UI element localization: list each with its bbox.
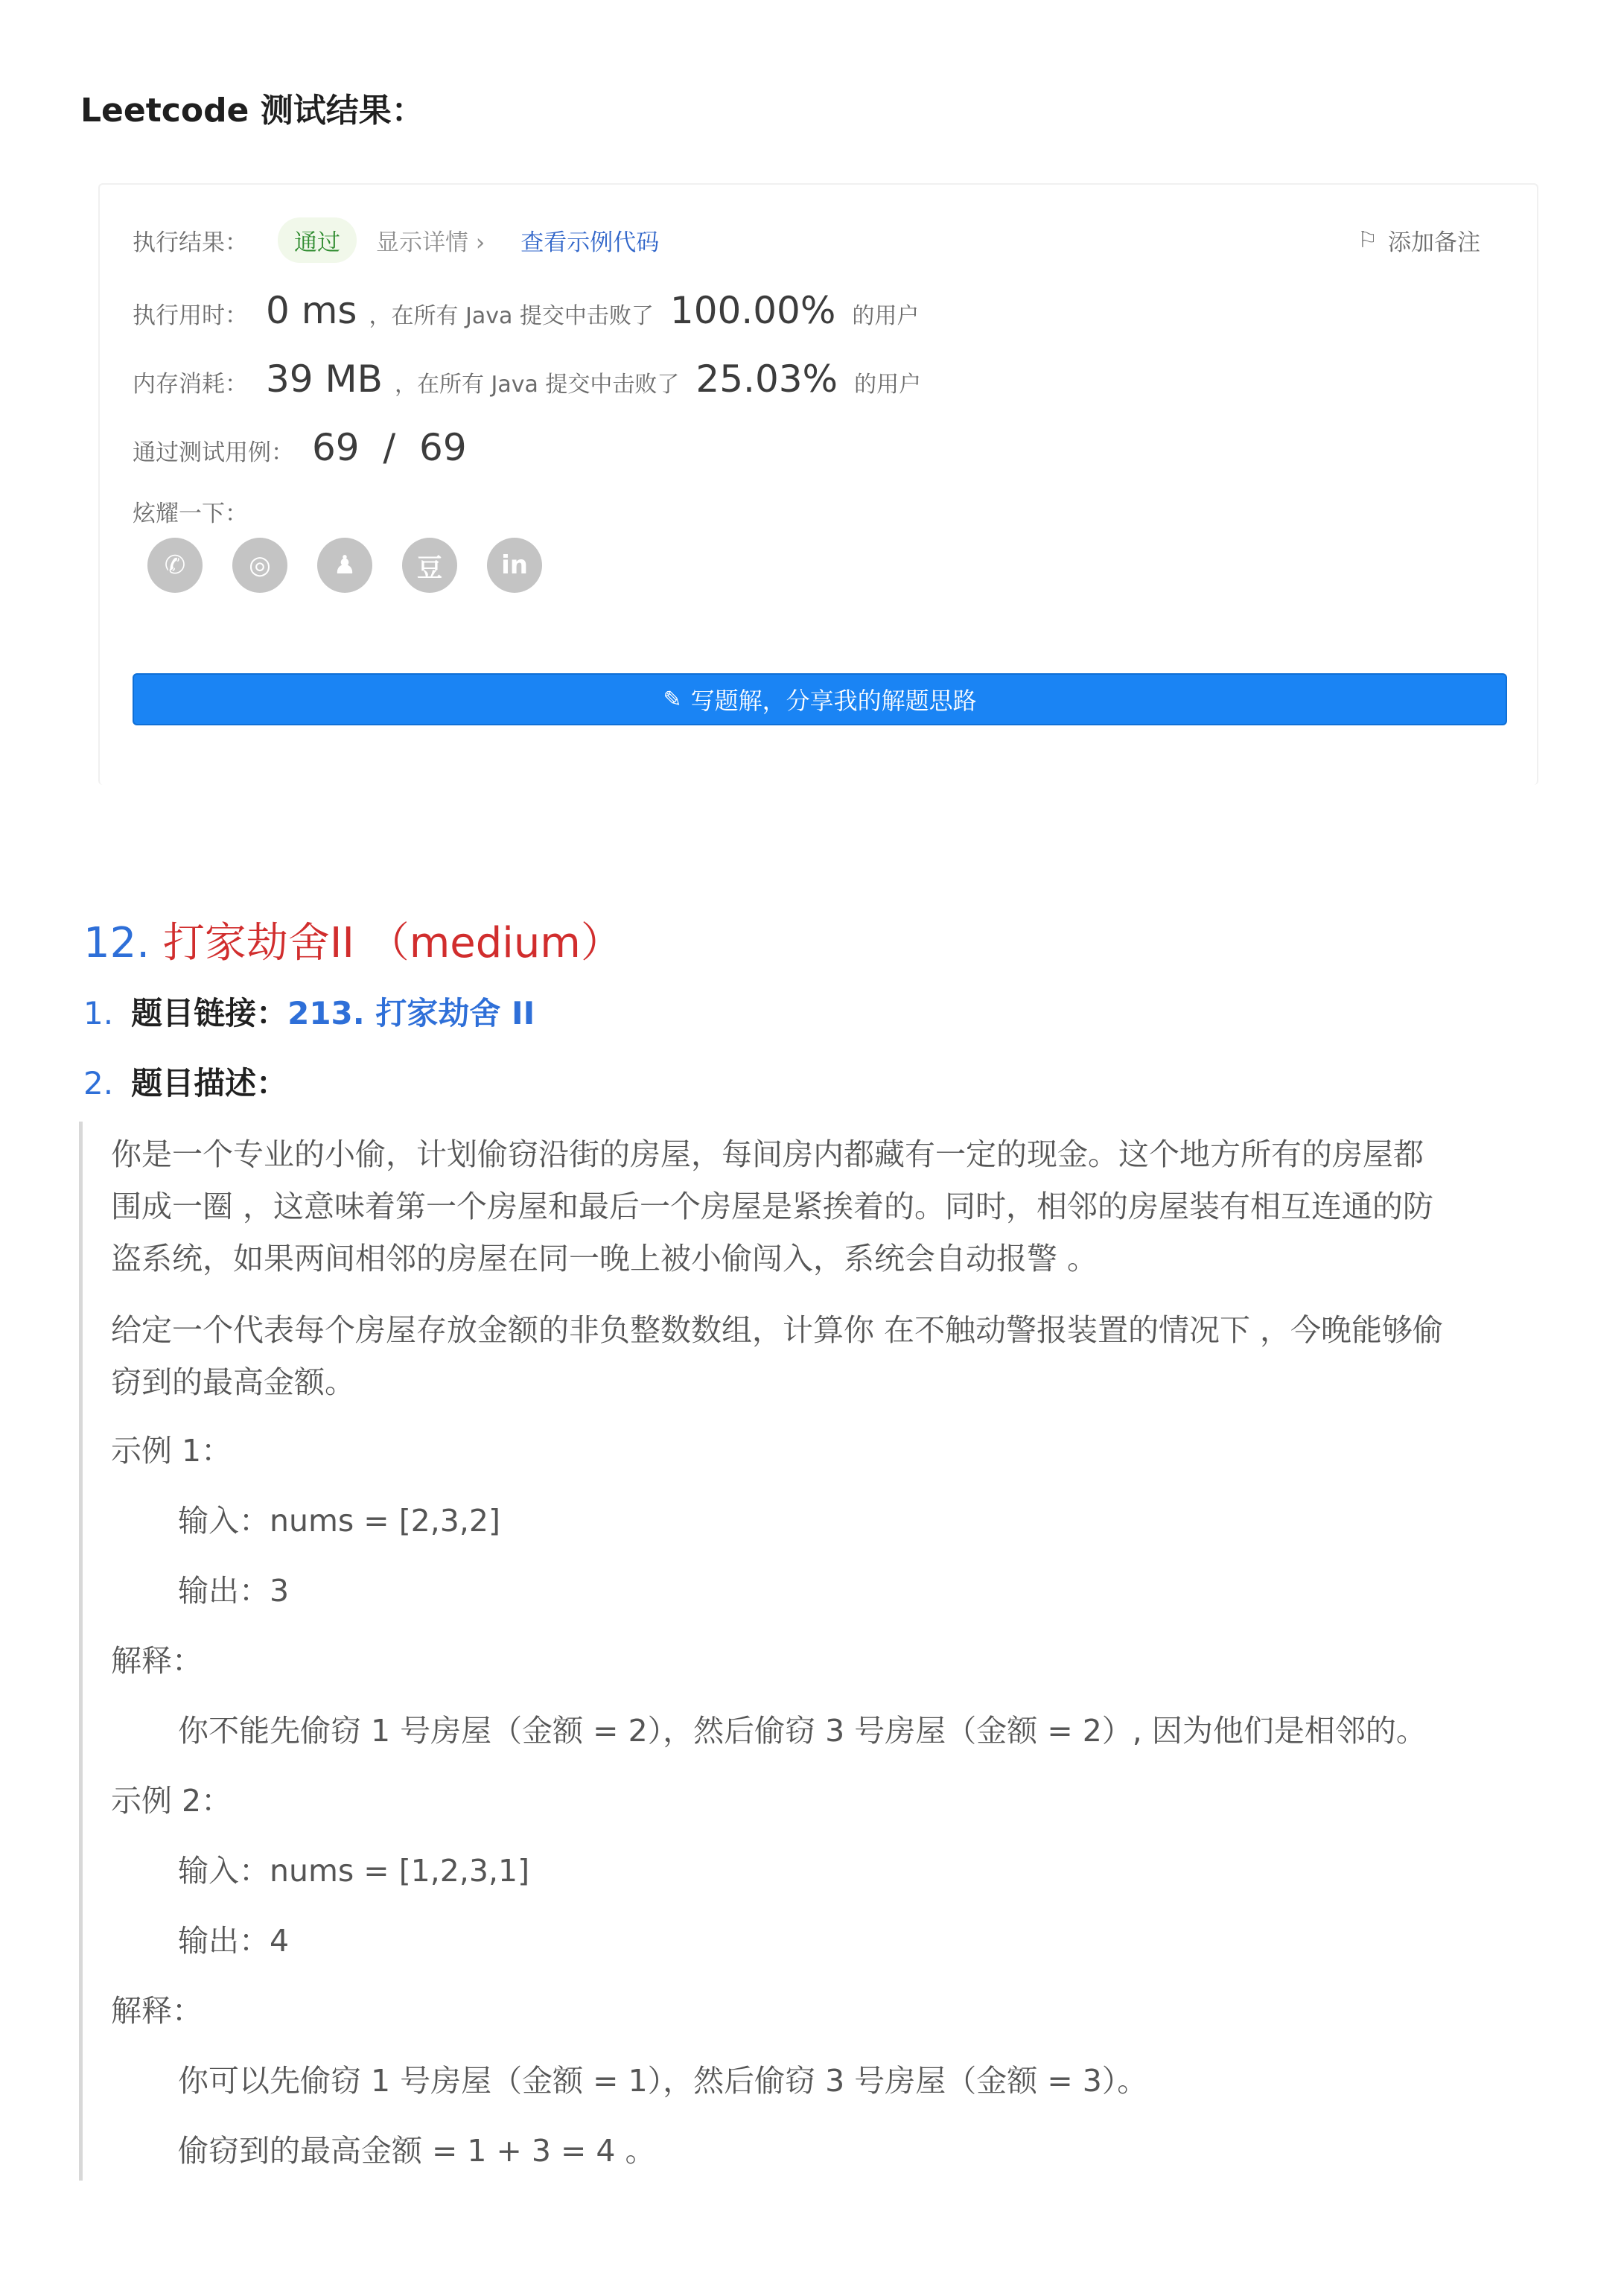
memory-value: 39 MB <box>266 357 383 401</box>
example-1-heading: 示例 1： <box>111 1433 232 1469</box>
flag-icon: ⚐ <box>1357 227 1378 253</box>
runtime-text: ，在所有 Java 提交中击败了 <box>369 303 654 329</box>
tests-row <box>133 426 467 469</box>
add-note-label: 添加备注 <box>1388 229 1480 256</box>
memory-label: 内存消耗： <box>133 371 248 398</box>
list-number: 2. <box>83 1065 114 1101</box>
description-line: 围成一圈 ，这意味着第一个房屋和最后一个房屋是紧挨着的。同时，相邻的房屋装有相互连通的防 <box>111 1189 1434 1224</box>
memory-row <box>133 357 921 401</box>
write-solution-label: 写题解，分享我的解题思路 <box>690 687 977 715</box>
sample-code-link[interactable]: 查看示例代码 <box>520 229 660 256</box>
page-title: Leetcode 测试结果： <box>80 92 424 130</box>
tests-value: 69 / 69 <box>312 426 467 469</box>
add-note-button[interactable] <box>1357 223 1480 257</box>
runtime-users: 的用户 <box>852 303 920 329</box>
runtime-row <box>133 289 919 332</box>
description-line: 你是一个专业的小偷，计划偷窃沿街的房屋，每间房内都藏有一定的现金。这个地方所有的房屋都 <box>111 1136 1424 1172</box>
wechat-icon[interactable]: ✆ <box>147 538 203 593</box>
section-title <box>83 910 622 970</box>
memory-users: 的用户 <box>854 372 922 398</box>
tests-label: 通过测试用例： <box>133 439 294 466</box>
write-solution-button[interactable] <box>133 673 1507 725</box>
section-title-text: 打家劫舍II （medium） <box>162 919 622 967</box>
douban-icon[interactable]: 豆 <box>402 538 457 593</box>
example-2-heading: 示例 2： <box>111 1783 232 1819</box>
example-2-explanation: 你可以先偷窃 1 号房屋（金额 = 1），然后偷窃 3 号房屋（金额 = 3）。 <box>178 2063 1148 2099</box>
problem-link[interactable]: 213. 打家劫舍 II <box>287 995 535 1031</box>
memory-text: ，在所有 Java 提交中击败了 <box>394 372 680 398</box>
share-label: 炫耀一下： <box>133 500 248 527</box>
list-item <box>83 989 535 1034</box>
runtime-label: 执行用时： <box>133 302 248 329</box>
result-card <box>98 183 1538 785</box>
example-2-explain-label: 解释： <box>111 1993 203 2029</box>
problem-link-label: 题目链接： <box>131 995 288 1031</box>
share-row <box>133 495 248 528</box>
share-icons <box>147 538 572 593</box>
description-line: 给定一个代表每个房屋存放金额的非负整数数组，计算你 在不触动警报装置的情况下 ，今晚能够偷 <box>111 1312 1444 1348</box>
example-1-output: 输出：3 <box>178 1573 290 1609</box>
problem-description <box>79 1122 1538 2181</box>
example-1-explain-label: 解释： <box>111 1643 203 1679</box>
linkedin-icon[interactable]: in <box>487 538 542 593</box>
description-line: 盗系统，如果两间相邻的房屋在同一晚上被小偷闯入，系统会自动报警 。 <box>111 1241 1098 1276</box>
example-2-explanation: 偷窃到的最高金额 = 1 + 3 = 4 。 <box>178 2133 656 2169</box>
weibo-icon[interactable]: ◎ <box>232 538 287 593</box>
example-2-input: 输入：nums = [1,2,3,1] <box>178 1853 530 1889</box>
list-number: 1. <box>83 995 114 1031</box>
show-details-link[interactable]: 显示详情 › <box>376 229 485 256</box>
status-badge: 通过 <box>278 217 357 263</box>
example-2-output: 输出：4 <box>178 1923 290 1959</box>
exec-result-label: 执行结果： <box>133 229 248 256</box>
section-number: 12. <box>83 919 150 967</box>
exec-result-row <box>133 217 659 263</box>
problem-description-label: 题目描述： <box>131 1065 288 1101</box>
runtime-percentile: 100.00% <box>669 289 836 332</box>
list-item <box>83 1059 287 1104</box>
memory-percentile: 25.03% <box>695 357 838 401</box>
description-line: 窃到的最高金额。 <box>111 1364 355 1400</box>
example-1-input: 输入：nums = [2,3,2] <box>178 1503 501 1539</box>
pencil-icon: ✎ <box>663 686 682 713</box>
example-1-explanation: 你不能先偷窃 1 号房屋（金额 = 2），然后偷窃 3 号房屋（金额 = 2）, 因为他们是相邻的。 <box>178 1713 1427 1749</box>
qq-icon[interactable]: ♟ <box>317 538 372 593</box>
runtime-value: 0 ms <box>266 289 357 332</box>
